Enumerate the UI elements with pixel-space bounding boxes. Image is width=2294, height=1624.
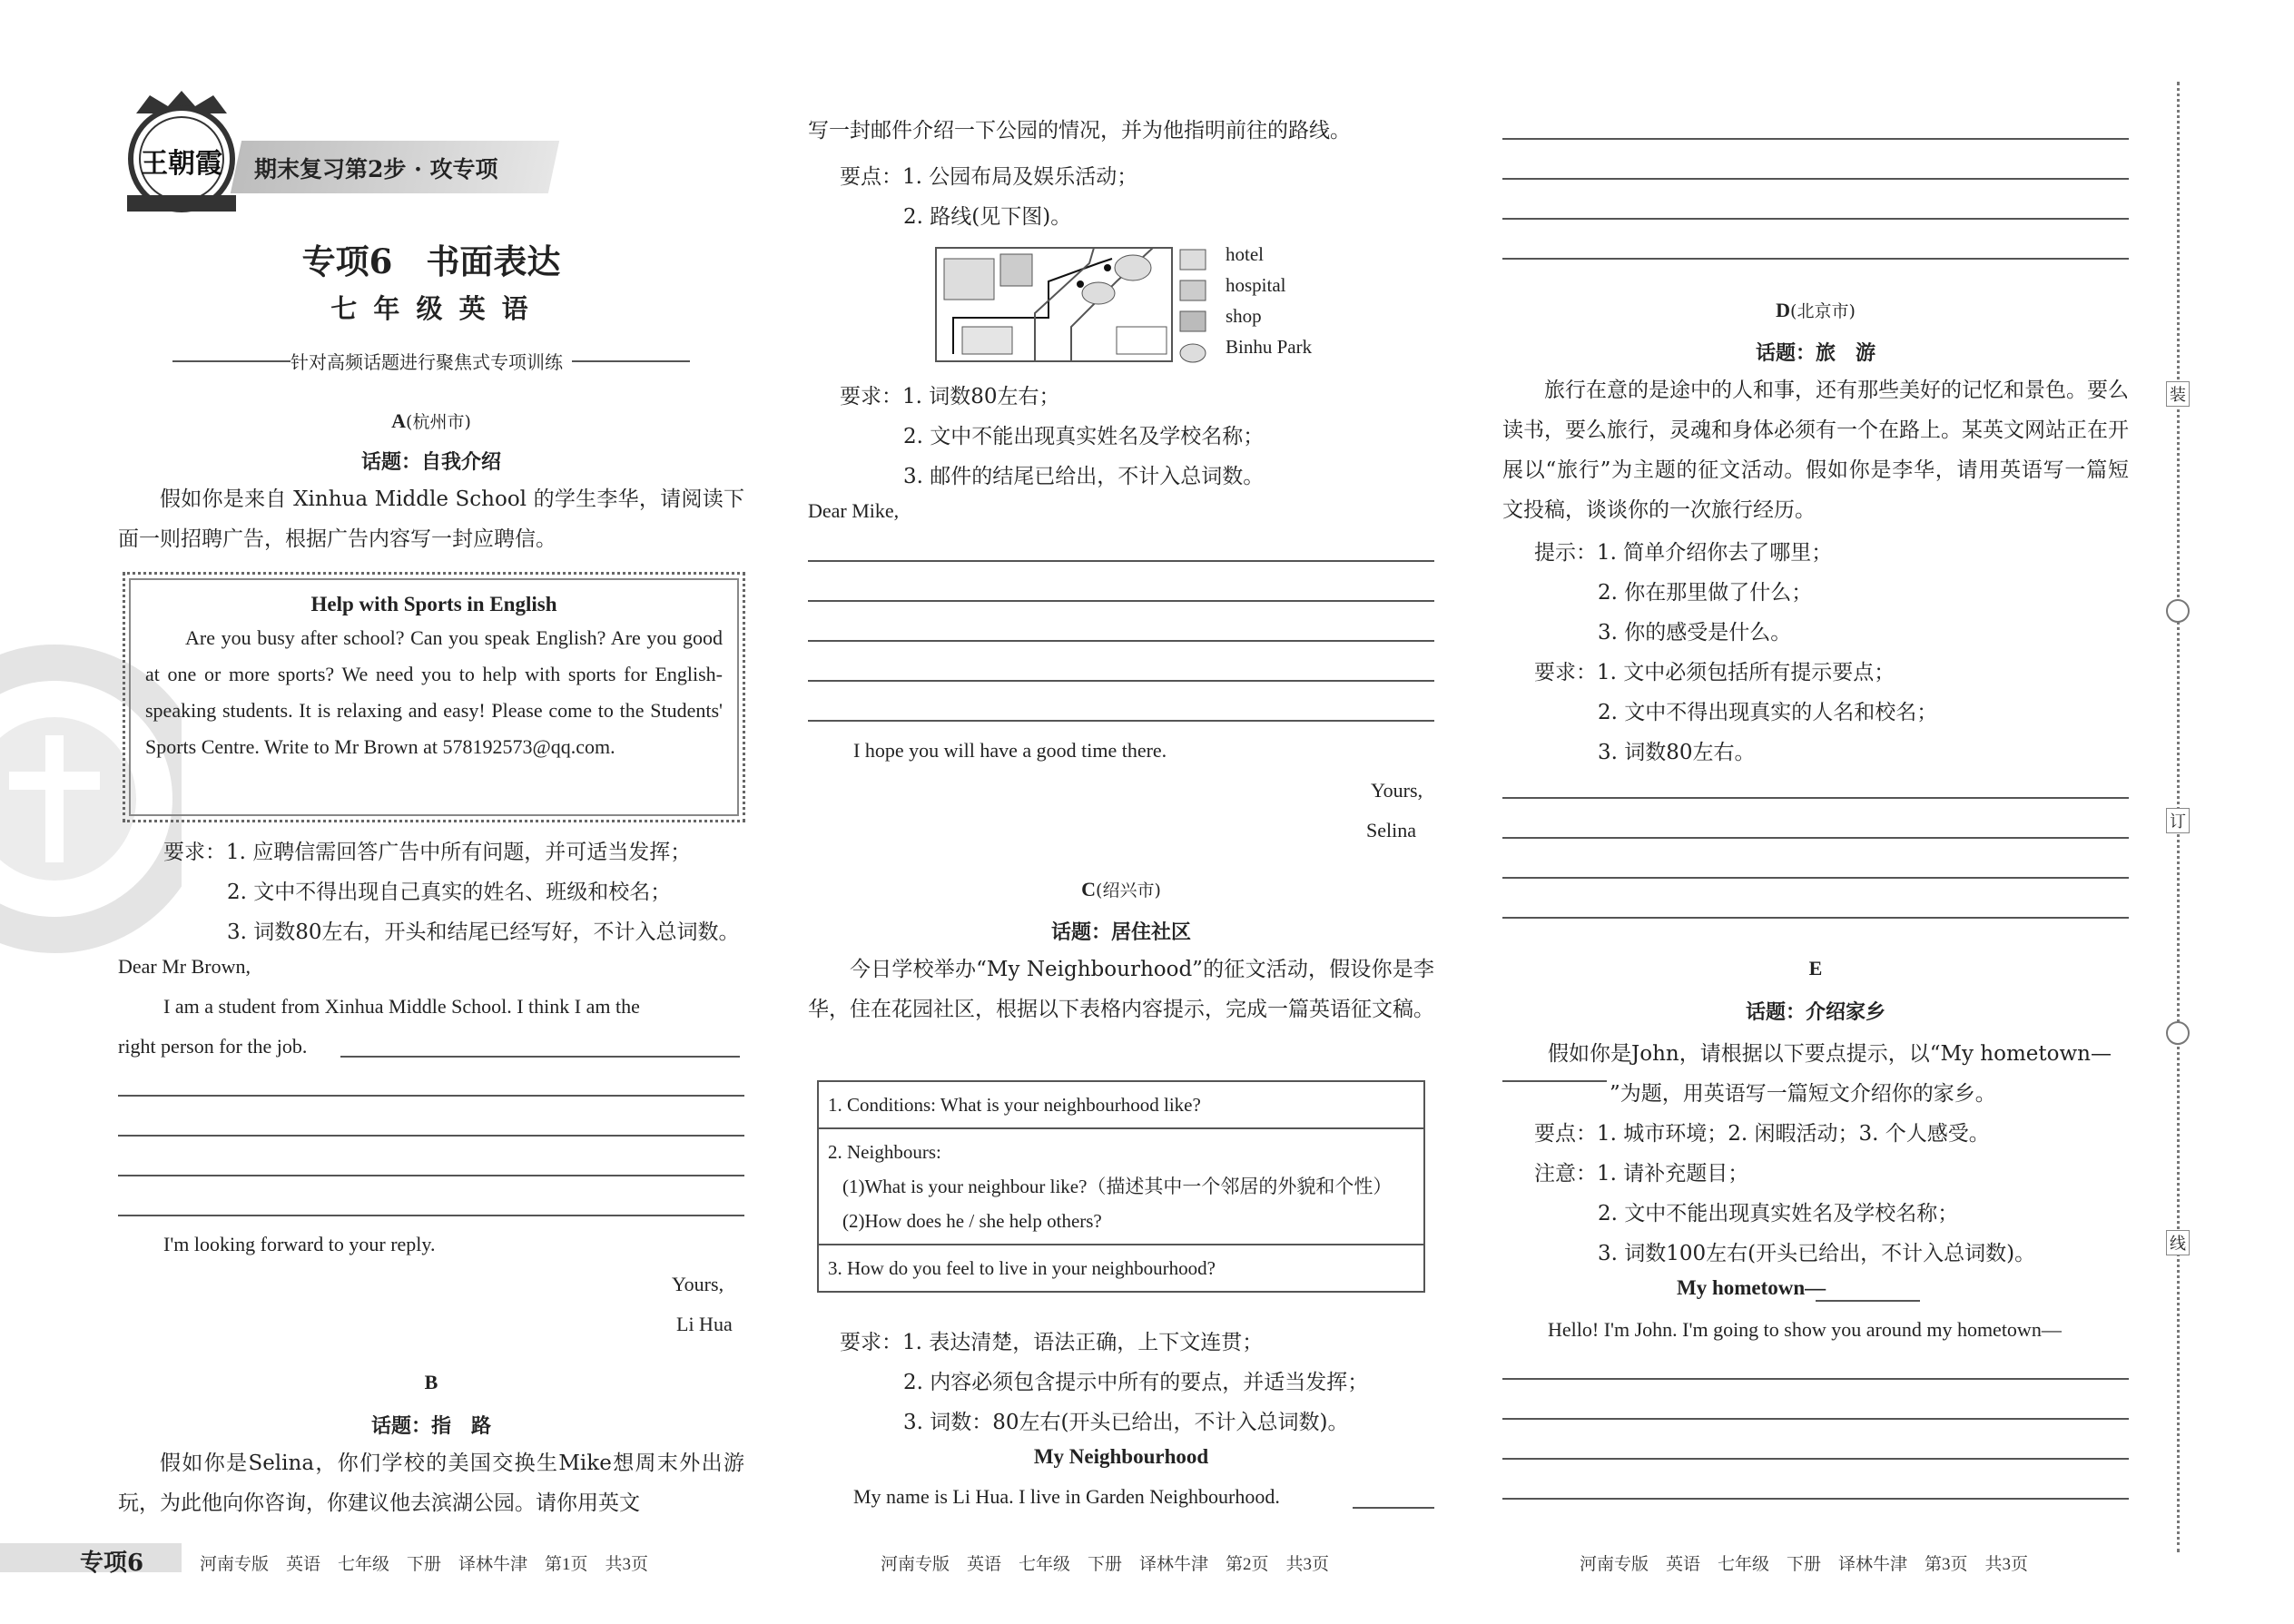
binding-circle-icon [2166, 599, 2190, 623]
footer-page-1: 河南专版 英语 七年级 下册 译林牛津 第1页 共3页 [200, 1555, 649, 1574]
section-d-city: (北京市) [1790, 301, 1856, 321]
section-b-req2: 2. 文中不能出现真实姓名及学校名称； [903, 425, 1265, 448]
answer-line[interactable] [1502, 1378, 2129, 1380]
section-c-letter: C [1081, 878, 1097, 901]
section-e-essay-title: My hometown— [1677, 1276, 1826, 1299]
answer-line[interactable] [118, 1215, 744, 1216]
section-e-title-blank[interactable] [1502, 1080, 1607, 1082]
section-b-yours: Yours, [1371, 779, 1423, 802]
section-a-opening2: right person for the job. [118, 1035, 308, 1058]
tagline: 针对高频话题进行聚焦式专项训练 [290, 351, 563, 373]
section-b-point1: 要点：1. 公园布局及娱乐活动； [840, 165, 1138, 189]
map-hotel-tree [1115, 255, 1151, 281]
section-e-intro-b: ”为题，用英语写一篇短文介绍你的家乡。 [1610, 1082, 1996, 1106]
legend-shop-icon [1180, 311, 1206, 331]
binding-circle-icon [2166, 1021, 2190, 1045]
section-d-hint2: 2. 你在那里做了什么； [1598, 581, 1813, 605]
legend-hotel: hotel [1226, 243, 1264, 265]
section-e-note2: 2. 文中不能出现真实姓名及学校名称； [1598, 1202, 1959, 1225]
section-c-req3: 3. 词数：80左右(开头已给出，不计入总词数)。 [903, 1411, 1349, 1434]
map-park-tree [1082, 282, 1115, 304]
answer-line[interactable] [1502, 258, 2129, 260]
page-title: 专项6 书面表达 [301, 241, 561, 281]
ad-body: Are you busy after school? Can you speak English? Are you good at one or more sports? We need you to help with sports for English-speaking students. It is relaxing and easy! Please come to the Students' Sports Centre. Write to Mr Brown at 578192573@qq.com. [145, 626, 723, 758]
section-a-letter: A [391, 409, 407, 432]
section-a-heading [118, 408, 744, 433]
series-label: 期末复习第2步 · 攻专项 [254, 156, 498, 182]
section-a-yours: Yours, [672, 1273, 724, 1295]
section-c-topic: 话题：居住社区 [1050, 920, 1191, 944]
section-d-hint1: 提示：1. 简单介绍你去了哪里； [1534, 541, 1833, 565]
legend-shop: shop [1226, 305, 1262, 327]
section-a-topic: 话题：自我介绍 [360, 450, 501, 474]
section-a-city: (杭州市) [406, 412, 471, 432]
table-row [818, 1128, 1424, 1245]
footer-page-3: 河南专版 英语 七年级 下册 译林牛津 第3页 共3页 [1580, 1555, 2029, 1574]
map-hospital-building [944, 259, 994, 300]
prompt-row-2-title: 2. Neighbours: [828, 1141, 941, 1163]
answer-line[interactable] [808, 720, 1434, 722]
ad-title: Help with Sports in English [310, 593, 557, 615]
section-a-greeting: Dear Mr Brown, [118, 955, 251, 978]
answer-line[interactable] [808, 640, 1434, 642]
tagline-rule-right [572, 360, 690, 362]
prompt-row-3: 3. How do you feel to live in your neighbourhood? [828, 1257, 1216, 1279]
section-d-req1: 要求：1. 文中必须包括所有提示要点； [1534, 661, 1895, 684]
answer-line[interactable] [1502, 218, 2129, 220]
binding-mark-ding: 订 [2166, 808, 2190, 833]
section-c-heading [808, 877, 1434, 901]
section-c-req1: 要求：1. 表达清楚，语法正确，上下文连贯； [840, 1331, 1264, 1354]
section-e-topic: 话题：介绍家乡 [1745, 1000, 1885, 1024]
table-row [818, 1245, 1424, 1292]
page-subtitle: 七 年 级 英 语 [330, 293, 532, 324]
answer-line[interactable] [1353, 1507, 1434, 1509]
legend-hospital-icon [1180, 281, 1206, 300]
map-shop-building [1000, 254, 1032, 286]
section-a-intro: 假如你是来自 Xinhua Middle School 的学生李华，请阅读下面一则招聘广告，根据广告内容写一封应聘信。 [118, 487, 744, 551]
section-b-closing: I hope you will have a good time there. [853, 739, 1167, 762]
tagline-rule-left [172, 360, 290, 362]
map-marker [1077, 281, 1084, 288]
section-b-intro: 假如你是Selina，你们学校的美国交换生Mike想周末外出游玩，为此他向你咨询，你建议他去滨湖公园。请你用英文 [118, 1452, 744, 1515]
answer-line[interactable] [808, 680, 1434, 682]
answer-line[interactable] [1502, 178, 2129, 180]
section-d-heading [1502, 298, 2129, 322]
legend-hospital: hospital [1226, 274, 1286, 296]
logo-text: 王朝霞 [141, 148, 222, 180]
answer-line[interactable] [1502, 797, 2129, 799]
section-e-intro-a: 假如你是John，请根据以下要点提示，以“My hometown— [1548, 1042, 2112, 1066]
map-marker [1104, 264, 1111, 271]
section-c-essay-title: My Neighbourhood [1033, 1445, 1209, 1468]
section-e-note3: 3. 词数100左右(开头已给出，不计入总词数)。 [1598, 1242, 2036, 1265]
answer-line[interactable] [340, 1056, 740, 1058]
header-banner [118, 86, 572, 222]
section-e-opening: Hello! I'm John. I'm going to show you around my hometown— [1548, 1318, 2062, 1341]
section-a-closing: I'm looking forward to your reply. [163, 1233, 436, 1255]
answer-line[interactable] [808, 600, 1434, 602]
legend-hotel-icon [1180, 250, 1206, 270]
section-b-req1: 要求：1. 词数80左右； [840, 385, 1060, 408]
answer-line[interactable] [1502, 1458, 2129, 1460]
answer-line[interactable] [1502, 138, 2129, 140]
table-row [818, 1081, 1424, 1128]
answer-line[interactable] [118, 1095, 744, 1097]
section-e-heading: E [1808, 957, 1823, 979]
section-d-letter: D [1776, 299, 1791, 321]
answer-line[interactable] [1502, 837, 2129, 839]
answer-line[interactable] [1502, 1498, 2129, 1500]
binding-mark-zhuang: 装 [2166, 381, 2190, 407]
footer-badge: 专项6 [80, 1550, 144, 1577]
section-b-heading: B [424, 1371, 438, 1393]
section-d-topic: 话题：旅 游 [1755, 341, 1876, 365]
section-c-prompt-table [817, 1080, 1425, 1293]
prompt-row-1: 1. Conditions: What is your neighbourhood like? [828, 1094, 1201, 1116]
answer-line[interactable] [1502, 1418, 2129, 1420]
map-block [1117, 327, 1167, 354]
section-b-name: Selina [1366, 819, 1416, 842]
prompt-row-2a: (1)What is your neighbour like?（描述其中一个邻居的外貌和个性） [842, 1176, 1393, 1197]
section-d-intro: 旅行在意的是途中的人和事，还有那些美好的记忆和景色。要么读书，要么旅行，灵魂和身体必须有一个在路上。某英文网站正在开展以“旅行”为主题的征文活动。假如你是李华，请用英语写一篇短文投稿，谈谈你的一次旅行经历。 [1502, 379, 2129, 522]
answer-line[interactable] [1502, 877, 2129, 879]
section-d-req2: 2. 文中不得出现真实的人名和校名； [1598, 701, 1938, 724]
answer-line[interactable] [1502, 917, 2129, 919]
section-b-greeting: Dear Mike, [808, 499, 900, 522]
ad-box [123, 572, 745, 822]
answer-line[interactable] [808, 560, 1434, 562]
section-e-essay-title-blank[interactable] [1816, 1300, 1920, 1302]
section-a-opening1: I am a student from Xinhua Middle School. I think I am the [163, 995, 640, 1018]
answer-line[interactable] [118, 1135, 744, 1137]
section-d-req3: 3. 词数80左右。 [1598, 741, 1756, 764]
section-e-point: 要点：1. 城市环境；2. 闲暇活动；3. 个人感受。 [1534, 1122, 1990, 1146]
section-b-intro-cont: 写一封邮件介绍一下公园的情况，并为他指明前往的路线。 [808, 119, 1351, 143]
section-c-req2: 2. 内容必须包含提示中所有的要点，并适当发挥； [903, 1371, 1369, 1394]
section-c-opening: My name is Li Hua. I live in Garden Neighbourhood. [853, 1485, 1280, 1508]
section-e-note1: 注意：1. 请补充题目； [1534, 1162, 1749, 1186]
legend-park-icon [1180, 344, 1206, 362]
answer-line[interactable] [118, 1175, 744, 1176]
section-c-city: (绍兴市) [1096, 881, 1161, 901]
prompt-row-2b: (2)How does he / she help others? [842, 1210, 1102, 1232]
binding-mark-xian: 线 [2166, 1230, 2190, 1255]
section-a-req2: 2. 文中不得出现自己真实的姓名、班级和校名； [227, 881, 672, 904]
section-a-name: Li Hua [676, 1313, 733, 1335]
footer-page-2: 河南专版 英语 七年级 下册 译林牛津 第2页 共3页 [881, 1555, 1330, 1574]
section-d-hint3: 3. 你的感受是什么。 [1598, 621, 1792, 645]
section-a-req3: 3. 词数80左右，开头和结尾已经写好，不计入总词数。 [227, 920, 740, 944]
section-b-req3: 3. 邮件的结尾已给出，不计入总词数。 [903, 465, 1265, 488]
section-a-req1: 要求：1. 应聘信需回答广告中所有问题，并可适当发挥； [163, 841, 692, 864]
legend-binhu-park: Binhu Park [1226, 336, 1313, 358]
map-binhu-park [962, 327, 1012, 354]
section-c-intro: 今日学校举办“My Neighbourhood”的征文活动，假设你是李华，住在花园社区，根据以下表格内容提示，完成一篇英语征文稿。 [808, 958, 1434, 1021]
section-b-point2: 2. 路线(见下图)。 [903, 205, 1072, 229]
section-b-topic: 话题：指 路 [370, 1414, 491, 1438]
